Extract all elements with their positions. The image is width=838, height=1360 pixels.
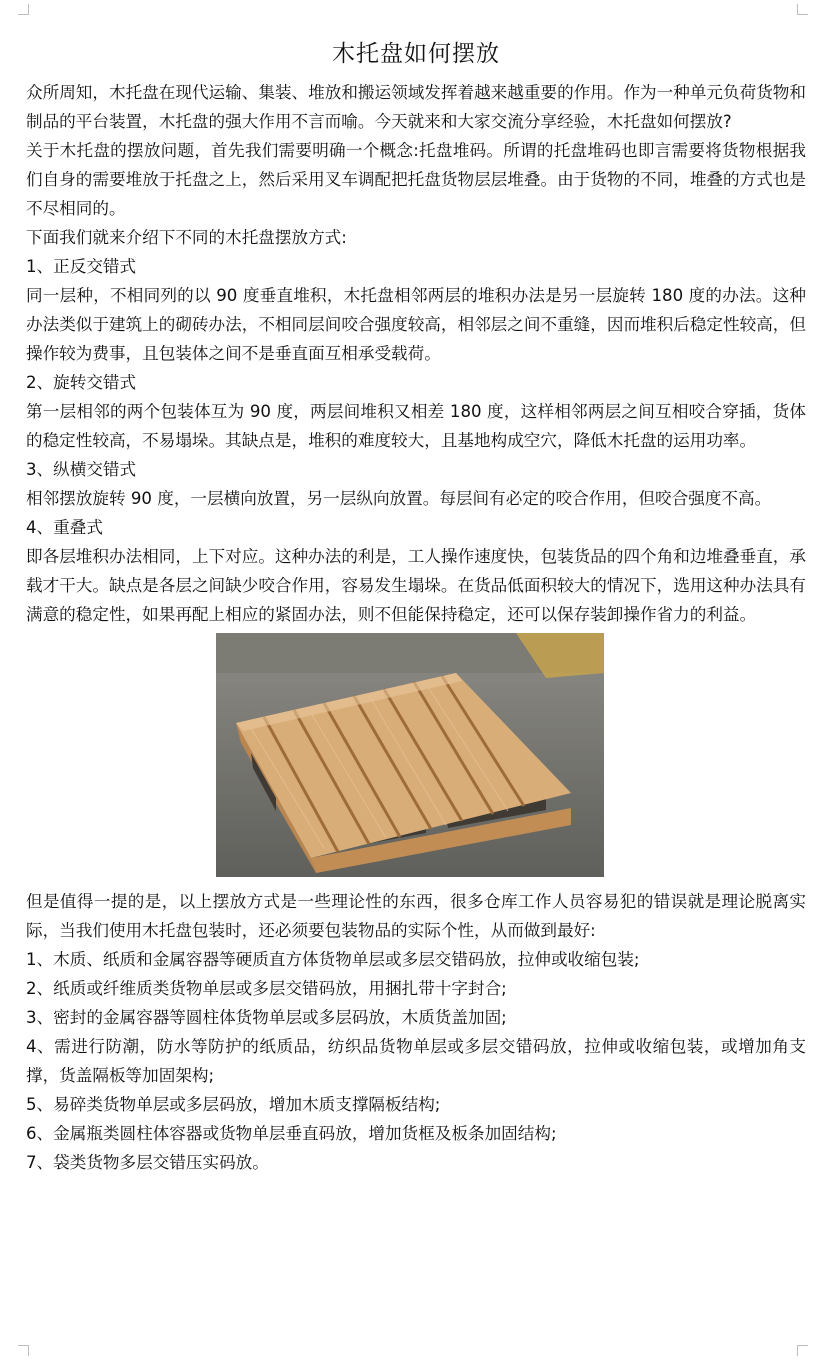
- paragraph-concept: 关于木托盘的摆放问题，首先我们需要明确一个概念:托盘堆码。所谓的托盘堆码也即言需要将货物根据我们自身的需要堆放于托盘之上，然后采用叉车调配把托盘货物层层堆叠。由于货物的不同，堆叠的方式也是不尽相同的。: [26, 141, 806, 218]
- list-item: 6、金属瓶类圆柱体容器或货物单层垂直码放，增加货框及板条加固结构;: [26, 1124, 557, 1143]
- list-item: 2、纸质或纤维质类货物单层或多层交错码放，用捆扎带十字封合;: [26, 979, 507, 998]
- list-item: 3、密封的金属容器等圆柱体货物单层或多层码放，木质货盖加固;: [26, 1008, 507, 1027]
- wooden-pallet-photo: [216, 633, 604, 877]
- page-corner-mark: [18, 1345, 29, 1356]
- document-title: 木托盘如何摆放: [332, 41, 500, 67]
- paragraph-body: 第一层相邻的两个包装体互为 90 度，两层间堆积又相差 180 度，这样相邻两层之间互相咬合穿插，货体的稳定性较高，不易塌垛。其缺点是，堆积的难度较大，且基地构成空穴，降低木托盘的运用功率。: [26, 402, 806, 450]
- page-corner-mark: [797, 1345, 808, 1356]
- paragraph-notes: 但是值得一提的是，以上摆放方式是一些理论性的东西，很多仓库工作人员容易犯的错误就是理论脱离实际，当我们使用木托盘包装时，还必须要包装物品的实际个性，从而做到最好:: [26, 892, 806, 940]
- list-item: 4、需进行防潮，防水等防护的纸质品，纺织品货物单层或多层交错码放，拉伸或收缩包装，或增加角支撑，货盖隔板等加固架构;: [26, 1037, 806, 1085]
- paragraph-body: 同一层种，不相同列的以 90 度垂直堆积，木托盘相邻两层的堆积办法是另一层旋转 180 度的办法。这种办法类似于建筑上的砌砖办法，不相同层间咬合强度较高，相邻层之间不重缝，因而堆积后稳定性较高，但操作较为费事，且包装体之间不是垂直面互相承受载荷。: [26, 286, 806, 363]
- section-heading: 1、正反交错式: [26, 257, 137, 276]
- paragraph-lead: 下面我们就来介绍下不同的木托盘摆放方式:: [26, 228, 347, 247]
- paragraph-body: 相邻摆放旋转 90 度，一层横向放置，另一层纵向放置。每层间有必定的咬合作用，但咬合强度不高。: [26, 489, 772, 508]
- list-item: 5、易碎类货物单层或多层码放，增加木质支撑隔板结构;: [26, 1095, 441, 1114]
- page-corner-mark: [797, 4, 808, 15]
- paragraph-body: 即各层堆积办法相同，上下对应。这种办法的利是，工人操作速度快，包装货品的四个角和边堆叠垂直，承载才干大。缺点是各层之间缺少咬合作用，容易发生塌垛。在货品低面积较大的情况下，选用这种办法具有满意的稳定性，如果再配上相应的紧固办法，则不但能保持稳定，还可以保存装卸操作省力的利益。: [26, 547, 806, 624]
- page-corner-mark: [18, 4, 29, 15]
- wooden-pallet-illustration: [216, 633, 604, 877]
- list-item: 7、袋类货物多层交错压实码放。: [26, 1153, 269, 1172]
- paragraph-intro: 众所周知，木托盘在现代运输、集装、堆放和搬运领域发挥着越来越重要的作用。作为一种单元负荷货物和制品的平台装置，木托盘的强大作用不言而喻。今天就来和大家交流分享经验，木托盘如何摆放?: [26, 83, 806, 131]
- section-heading: 3、纵横交错式: [26, 460, 137, 479]
- list-item: 1、木质、纸质和金属容器等硬质直方体货物单层或多层交错码放，拉伸或收缩包装;: [26, 950, 640, 969]
- section-heading: 2、旋转交错式: [26, 373, 137, 392]
- section-heading: 4、重叠式: [26, 518, 103, 537]
- document-page: [26, 36, 806, 1177]
